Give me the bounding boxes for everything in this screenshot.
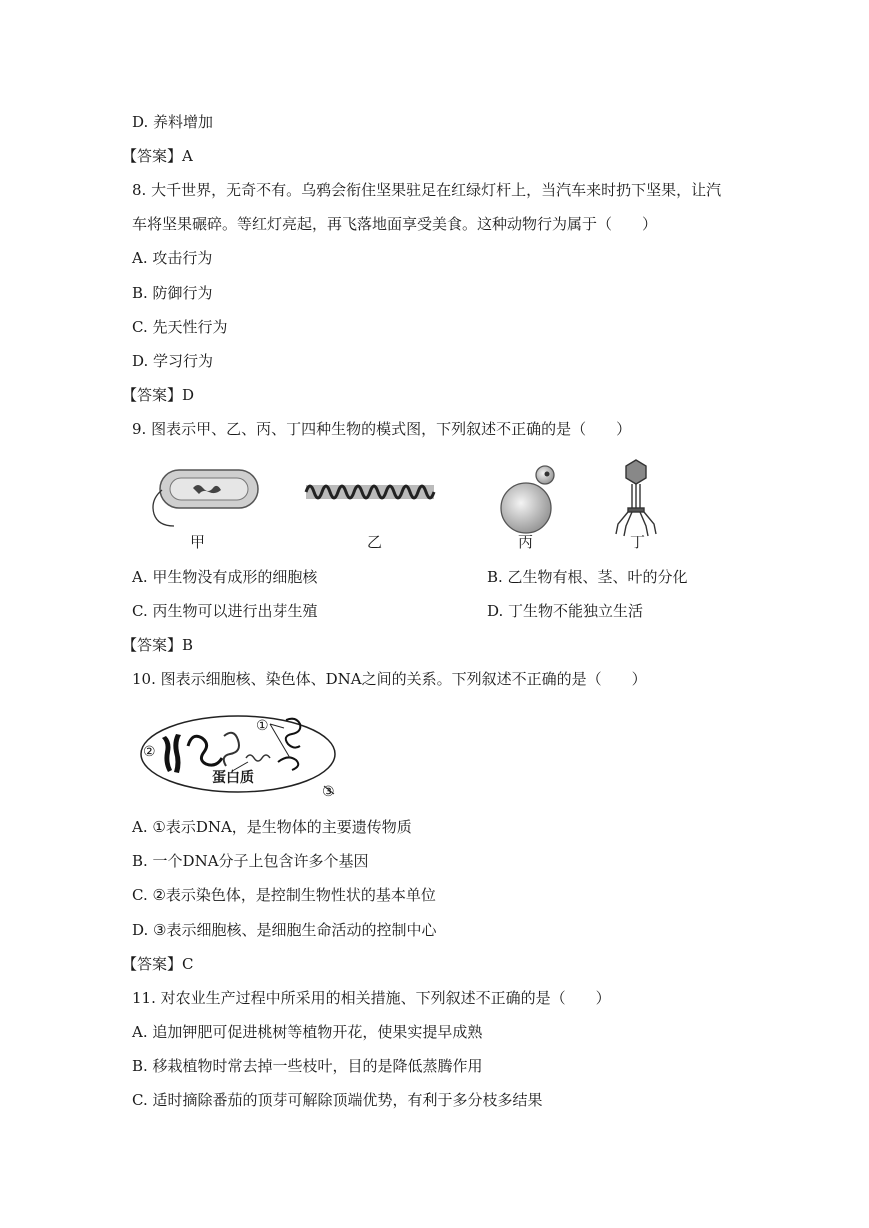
q10-option-c: C. ②表示染色体，是控制生物性状的基本单位 <box>132 886 436 904</box>
answer-8: 【答案】D <box>122 386 195 404</box>
answer-7: 【答案】A <box>122 147 193 165</box>
q10-text: 10. 图表示细胞核、染色体、DNA之间的关系。下列叙述不正确的是（ ） <box>132 670 647 688</box>
q7-option-d: D. 养料增加 <box>132 113 214 131</box>
figure-9-label-yi: 乙 <box>367 533 383 551</box>
q9-option-b: B. 乙生物有根、茎、叶的分化 <box>487 568 688 586</box>
figure-10-marker-3: ③ <box>322 784 335 800</box>
q8-text-line1: 8. 大千世界，无奇不有。乌鸦会衔住坚果驻足在红绿灯杆上，当汽车来时扔下坚果，让汽 <box>132 181 722 199</box>
q9-text: 9. 图表示甲、乙、丙、丁四种生物的模式图，下列叙述不正确的是（ ） <box>132 420 632 438</box>
figure-9-label-ding: 丁 <box>630 533 646 551</box>
q11-text: 11. 对农业生产过程中所采用的相关措施、下列叙述不正确的是（ ） <box>132 989 611 1007</box>
chromosome-drawing <box>162 734 181 773</box>
answer-9: 【答案】B <box>122 636 194 654</box>
figure-9-label-jia: 甲 <box>190 533 206 551</box>
phage-drawing <box>616 460 656 536</box>
q8-option-d: D. 学习行为 <box>132 352 214 370</box>
q8-option-a: A. 攻击行为 <box>132 249 213 267</box>
q8-option-b: B. 防御行为 <box>132 284 213 302</box>
answer-10: 【答案】C <box>122 955 194 973</box>
yeast-drawing <box>501 466 554 533</box>
q9-option-a: A. 甲生物没有成形的细胞核 <box>132 568 318 586</box>
q10-option-a: A. ①表示DNA，是生物体的主要遗传物质 <box>132 818 412 836</box>
figure-10-marker-1: ① <box>256 718 269 734</box>
figure-9-organisms <box>148 450 688 555</box>
bacterium-drawing <box>153 470 258 526</box>
figure-10-protein-label: 蛋白质 <box>212 770 254 786</box>
q10-option-d: D. ③表示细胞核、是细胞生命活动的控制中心 <box>132 921 437 939</box>
q11-option-b: B. 移栽植物时常去掉一些枝叶，目的是降低蒸腾作用 <box>132 1057 483 1075</box>
q9-option-c: C. 丙生物可以进行出芽生殖 <box>132 602 318 620</box>
figure-10-marker-2: ② <box>143 744 156 760</box>
q9-option-d: D. 丁生物不能独立生活 <box>487 602 644 620</box>
q10-option-b: B. 一个DNA分子上包含许多个基因 <box>132 852 369 870</box>
q11-option-c: C. 适时摘除番茄的顶芽可解除顶端优势，有利于多分枝多结果 <box>132 1091 543 1109</box>
spirillum-drawing <box>306 485 434 499</box>
q8-text-line2: 车将坚果碾碎。等红灯亮起，再飞落地面享受美食。这种动物行为属于（ ） <box>132 215 658 233</box>
figure-9-label-bing: 丙 <box>518 533 534 551</box>
q11-option-a: A. 追加钾肥可促进桃树等植物开花，使果实提早成熟 <box>132 1023 483 1041</box>
q8-option-c: C. 先天性行为 <box>132 318 228 336</box>
